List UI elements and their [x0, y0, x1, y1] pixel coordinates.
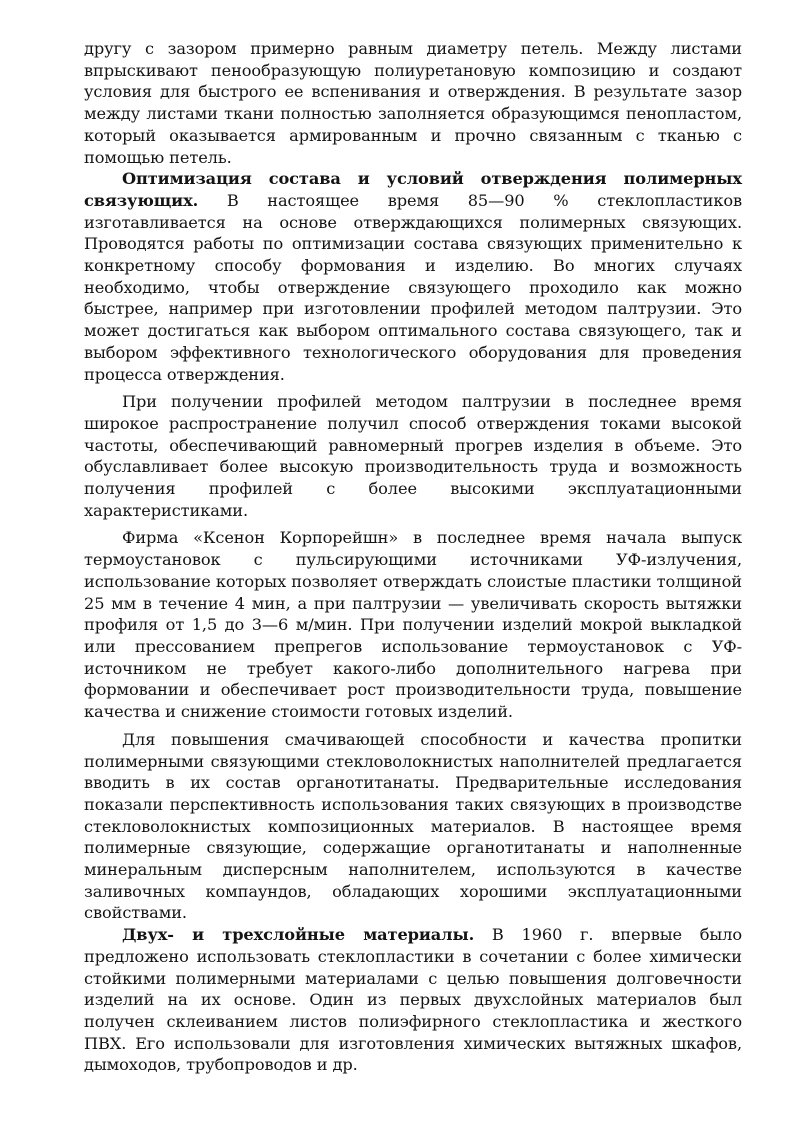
paragraph-text: При получении профилей методом палтрузии в последнее время широкое распространение получил способ отверждения токами высокой частоты, обеспечивающий равномерный прогрев изделия в объеме. Это обуславливает более высокую производительность труда и возможность получения профилей с более высокими эксплуатационными характеристиками. — [84, 392, 742, 520]
paragraph-optimization-heading — [84, 168, 742, 385]
paragraph-text: другу с зазором примерно равным диаметру петель. Между листами впрыскивают пенообразующую полиуретановую композицию и создают условия для быстрого ее вспенивания и отверждения. В результате зазор между листами ткани полностью заполняется образующимся пенопластом, который оказывается армированным и прочно связанным с тканью с помощью петель. — [84, 39, 742, 167]
paragraph-text: Фирма «Ксенон Корпорейшн» в последнее время начала выпуск термоустановок с пульсирующими источниками УФ-излучения, использование которых позволяет отверждать слоистые пластики толщиной 25 мм в течение 4 мин, а при палтрузии — увеличивать скорость вытяжки профиля от 1,5 до 3—6 м/мин. При получении изделий мокрой выкладкой или прессованием препрегов использование термоустановок с УФ-источником не требует какого-либо дополнительного нагрева при формовании и обеспечивает рост производительности труда, повышение качества и снижение стоимости готовых изделий. — [84, 528, 742, 722]
document-page — [84, 38, 742, 1076]
paragraph-organotitanates — [84, 729, 742, 924]
paragraph-text: В настоящее время 85—90 % стеклопластиков изготавливается на основе отверждающихся полимерных связующих. Проводятся работы по оптимизации состава связующих применительно к конкретному способу формования и изделию. Во многих случаях необходимо, чтобы отверждение связующего проходило как можно быстрее, например при изготовлении профилей методом палтрузии. Это может достигаться как выбором оптимального состава связующего, так и выбором эффективного технологического оборудования для проведения процесса отверждения. — [84, 190, 742, 384]
section-heading-multilayer: Двух- и трехслойные материалы. — [122, 925, 475, 945]
paragraph-multilayer — [84, 924, 742, 1076]
paragraph-continuation — [84, 38, 742, 168]
paragraph-xenon — [84, 527, 742, 722]
section-heading-optimization: Оптимизация состава и условий отверждения полимерных связующих. — [84, 169, 742, 210]
paragraph-text: Для повышения смачивающей способности и качества пропитки полимерными связующими стекловолокнистых наполнителей предлагается вводить в их состав органотитанаты. Предварительные исследования показали перспективность использования таких связующих в производстве стекловолокнистых композиционных материалов. В настоящее время полимерные связующие, содержащие органотитанаты и наполненные минеральным дисперсным наполнителем, используются в качестве заливочных компаундов, обладающих хорошими эксплуатационными свойствами. — [84, 729, 742, 923]
paragraph-pultrusion — [84, 391, 742, 521]
paragraph-text: В 1960 г. впервые было предложено использовать стеклопластики в сочетании с более химически стойкими полимерными материалами с целью повышения долговечности изделий на их основе. Один из первых двухслойных материалов был получен склеиванием листов полиэфирного стеклопластика и жесткого ПВХ. Его использовали для изготовления химических вытяжных шкафов, дымоходов, трубопроводов и др. — [84, 925, 742, 1075]
